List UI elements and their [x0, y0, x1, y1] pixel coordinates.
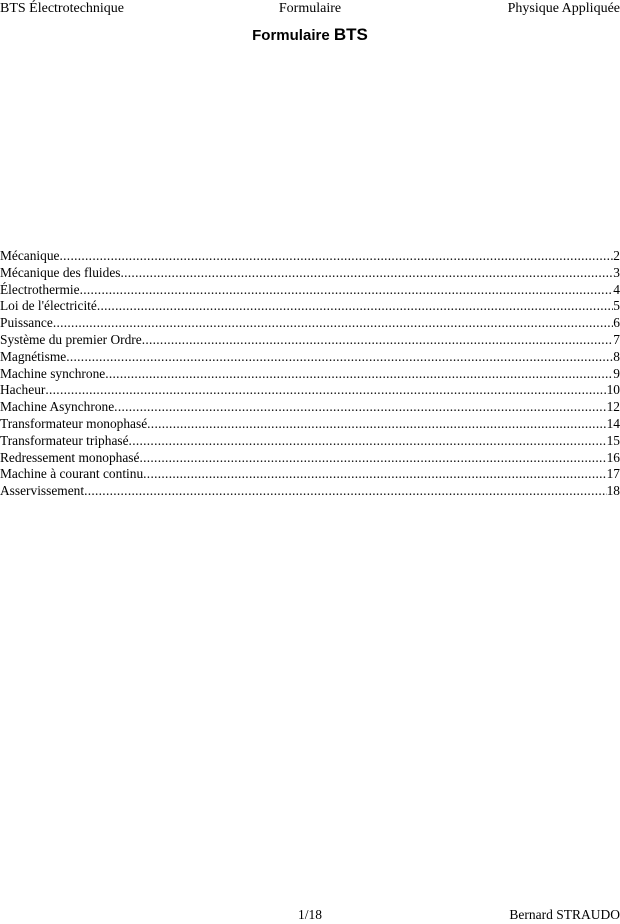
- toc-dot-leader: [105, 366, 613, 383]
- toc-dot-leader: [97, 298, 613, 315]
- toc-entry-page-number: 5: [613, 298, 620, 314]
- document-title-part1: Formulaire: [252, 27, 330, 44]
- toc-dot-leader: [120, 265, 613, 282]
- toc-entry-label: Transformateur triphasé: [0, 432, 129, 448]
- toc-dot-leader: [129, 433, 607, 450]
- toc-entry-label: Hacheur: [0, 382, 46, 398]
- toc-entry-page-number: 4: [613, 281, 620, 297]
- toc-dot-leader: [45, 382, 606, 399]
- toc-entry-page-number: 12: [606, 399, 620, 415]
- header-left-text: BTS Électrotechnique: [0, 1, 125, 16]
- toc-entry-label: Asservissement: [0, 483, 85, 499]
- toc-entry-page-number: 3: [613, 264, 620, 280]
- toc-entry[interactable]: [0, 349, 620, 366]
- toc-dot-leader: [147, 416, 606, 433]
- toc-entry-page-number: 15: [606, 432, 620, 448]
- toc-entry[interactable]: [0, 483, 620, 500]
- toc-entry-page-number: 14: [606, 415, 620, 431]
- toc-entry-page-number: 16: [606, 449, 620, 465]
- toc-entry-label: Machine synchrone: [0, 365, 106, 381]
- toc-entry-page-number: 9: [613, 365, 620, 381]
- toc-entry-label: Redressement monophasé: [0, 449, 140, 465]
- toc-entry[interactable]: [0, 416, 620, 433]
- toc-entry-page-number: 8: [613, 348, 620, 364]
- toc-entry-page-number: 10: [606, 382, 620, 398]
- toc-entry[interactable]: [0, 399, 620, 416]
- toc-entry-page-number: 17: [606, 466, 620, 482]
- toc-dot-leader: [60, 248, 614, 265]
- toc-dot-leader: [143, 466, 606, 483]
- toc-entry[interactable]: [0, 282, 620, 299]
- toc-dot-leader: [53, 315, 613, 332]
- toc-entry[interactable]: [0, 450, 620, 467]
- toc-entry[interactable]: [0, 332, 620, 349]
- toc-entry-label: Machine Asynchrone: [0, 399, 115, 415]
- document-title-part2: BTS: [333, 25, 368, 44]
- toc-entry-label: Puissance: [0, 315, 53, 331]
- toc-entry[interactable]: [0, 433, 620, 450]
- toc-entry[interactable]: [0, 382, 620, 399]
- page-number: 1/18: [297, 907, 322, 922]
- table-of-contents: [0, 248, 620, 500]
- toc-entry[interactable]: [0, 466, 620, 483]
- toc-entry-label: Magnétisme: [0, 348, 67, 364]
- toc-entry[interactable]: [0, 315, 620, 332]
- page-header: [0, 0, 620, 18]
- header-center-text: Formulaire: [278, 1, 342, 16]
- toc-entry[interactable]: [0, 265, 620, 282]
- toc-dot-leader: [139, 450, 606, 467]
- toc-entry-label: Mécanique: [0, 248, 60, 263]
- toc-dot-leader: [114, 399, 606, 416]
- toc-entry-label: Mécanique des fluides: [0, 264, 121, 280]
- toc-entry-label: Système du premier Ordre: [0, 331, 142, 347]
- toc-entry[interactable]: [0, 298, 620, 315]
- toc-dot-leader: [80, 282, 614, 299]
- toc-dot-leader: [142, 332, 614, 349]
- toc-dot-leader: [84, 483, 607, 500]
- toc-dot-leader: [66, 349, 613, 366]
- toc-entry-page-number: 2: [613, 248, 620, 263]
- toc-entry[interactable]: [0, 248, 620, 265]
- author-name: Bernard STRAUDO: [509, 907, 620, 922]
- toc-entry-page-number: 18: [606, 483, 620, 499]
- toc-entry-page-number: 7: [613, 331, 620, 347]
- toc-entry-label: Transformateur monophasé: [0, 415, 148, 431]
- toc-entry-label: Loi de l'électricité: [0, 298, 97, 314]
- header-right-text: Physique Appliquée: [507, 1, 620, 16]
- toc-entry[interactable]: [0, 366, 620, 383]
- toc-entry-label: Machine à courant continu: [0, 466, 144, 482]
- toc-entry-label: Électrothermie: [0, 281, 80, 297]
- page-footer: [0, 905, 620, 924]
- toc-entry-page-number: 6: [613, 315, 620, 331]
- document-title: [0, 24, 620, 47]
